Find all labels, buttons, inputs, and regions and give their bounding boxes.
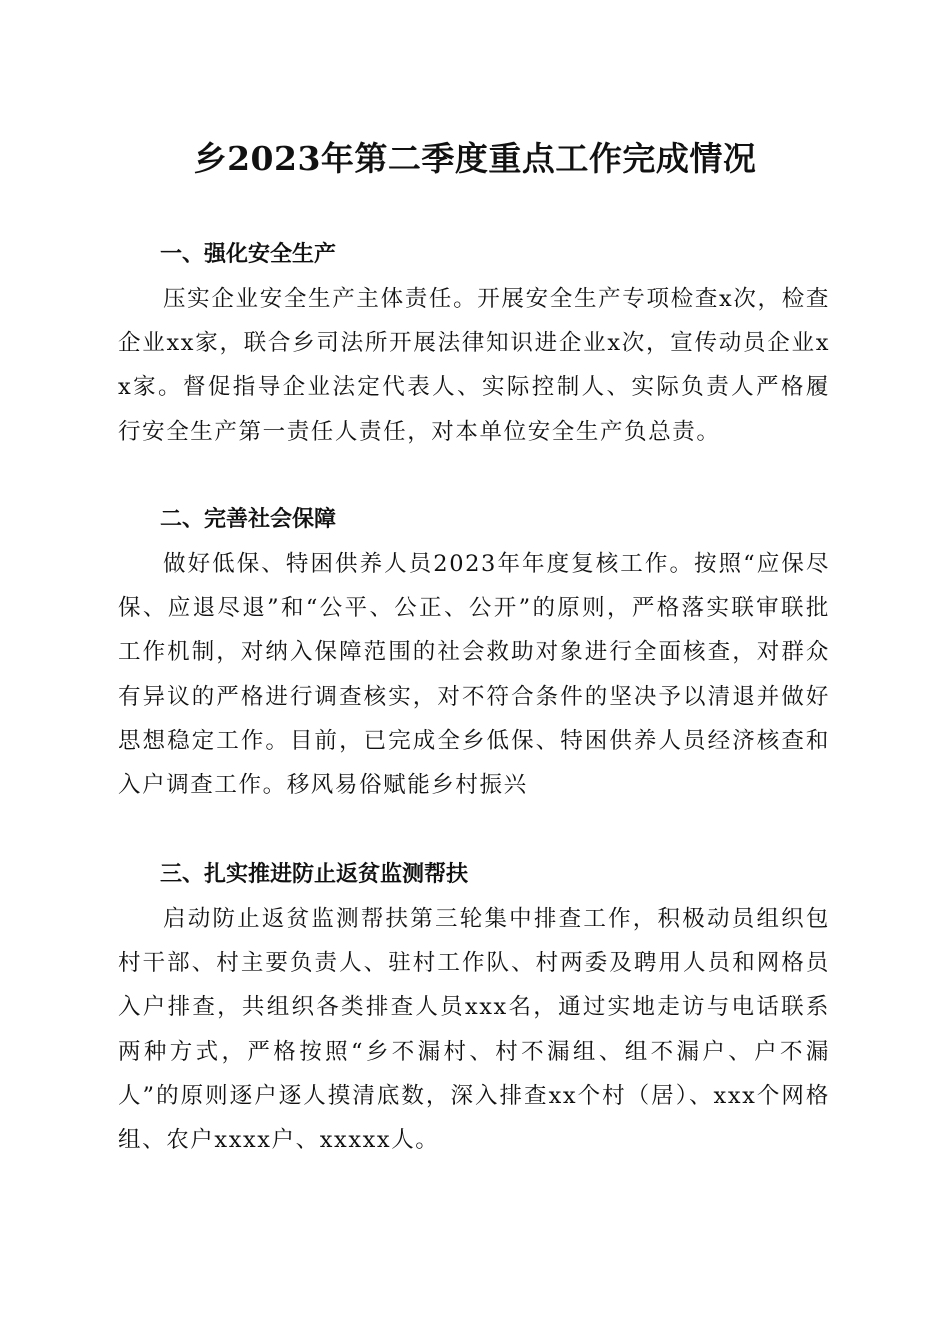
section-body: 做好低保、特困供养人员2023年年度复核工作。按照“应保尽保、应退尽退”和“公平、公正、公开”的原则，严格落实联审联批工作机制，对纳入保障范围的社会救助对象进行全面核查，对群众有异议的严格进行调查核实，对不符合条件的坚决予以清退并做好思想稳定工作。目前，已完成全乡低保、特困供养人员经济核查和入户调查工作。移风易俗赋能乡村振兴 xyxy=(118,551,830,799)
section-heading: 三、扎实推进防止返贫监测帮扶 xyxy=(160,862,469,887)
section-poverty-monitoring xyxy=(118,853,830,1162)
section-heading: 二、完善社会保障 xyxy=(160,507,337,532)
section-heading: 一、强化安全生产 xyxy=(160,242,337,267)
section-social-security xyxy=(118,498,830,807)
section-body: 启动防止返贫监测帮扶第三轮集中排查工作，积极动员组织包村干部、村主要负责人、驻村工作队、村两委及聘用人员和网格员入户排查，共组织各类排查人员xxx名，通过实地走访与电话联系两种方式，严格按照“乡不漏村、村不漏组、组不漏户、户不漏人”的原则逐户逐人摸清底数，深入排查xx个村（居）、xxx个网格组、农户xxxx户、xxxxx人。 xyxy=(118,906,830,1154)
document-title: 乡2023年第二季度重点工作完成情况 xyxy=(193,139,757,178)
section-safety-production xyxy=(118,233,830,454)
section-body: 压实企业安全生产主体责任。开展安全生产专项检查x次，检查企业xx家，联合乡司法所开展法律知识进企业x次，宣传动员企业xx家。督促指导企业法定代表人、实际控制人、实际负责人严格履行安全生产第一责任人责任，对本单位安全生产负总责。 xyxy=(118,286,830,445)
